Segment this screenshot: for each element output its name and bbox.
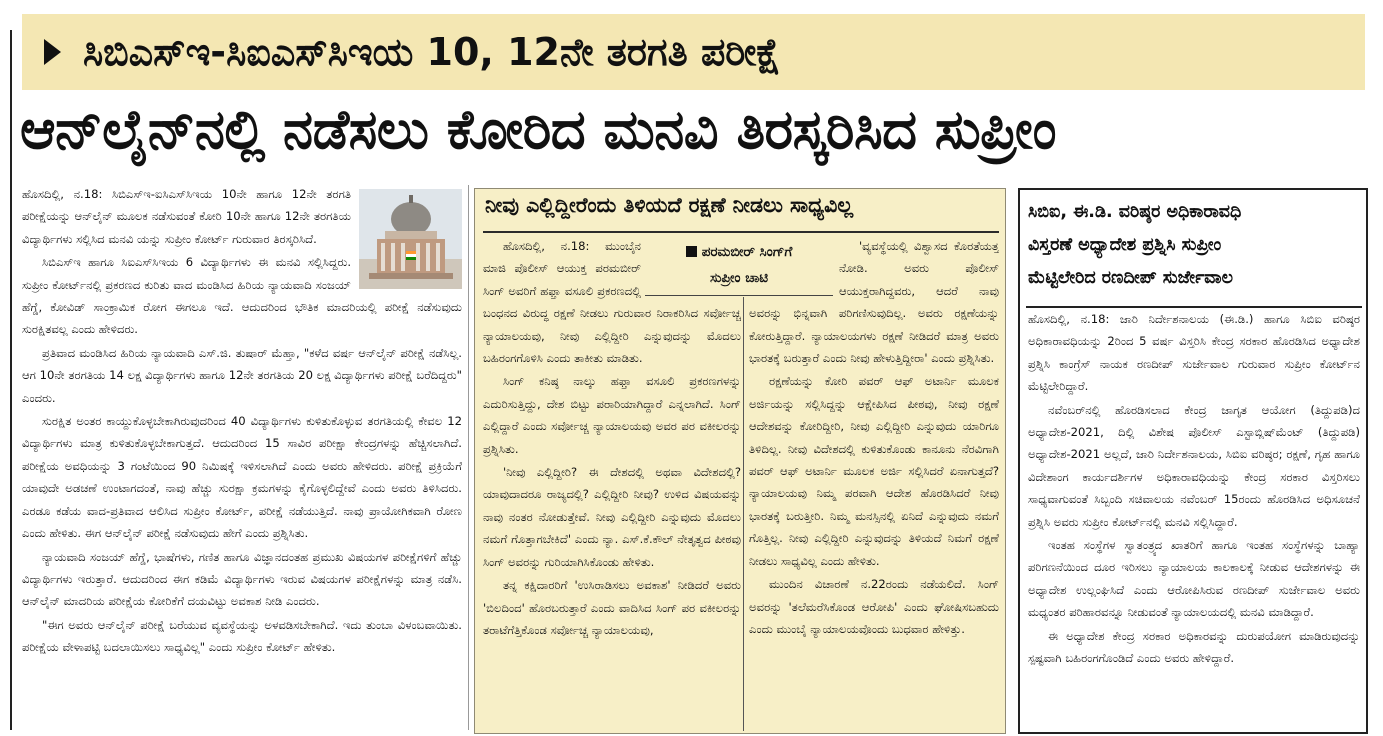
right-story-body (1028, 308, 1360, 732)
right-paragraph: ಈ ಅಧ್ಯಾದೇಶ ಕೇಂದ್ರ ಸರಕಾರ ಅಧಿಕಾರವನ್ನು ದುರುಪಯೋಗ ಮಾಡಿರುವುದನ್ನು ಸ್ಪಷ್ಟವಾಗಿ ಬಹಿರಂಗಗೊಂಡಿದೆ ಎಂದು ಅವರು ಹೇಳಿದ್ದಾರೆ. (1028, 628, 1360, 666)
middle-story-column-2 (749, 235, 999, 731)
middle-story-title: ನೀವು ಎಲ್ಲಿದ್ದೀರೆಂದು ತಿಳಿಯದೆ ರಕ್ಷಣೆ ನೀಡಲು ಸಾಧ್ಯವಿಲ್ಲ (485, 193, 854, 217)
right-paragraph: ಹೊಸದಿಲ್ಲಿ, ನ.18: ಜಾರಿ ನಿರ್ದೇಶನಾಲಯ (ಈ.ಡಿ.) ಹಾಗೂ ಸಿಬಿಐ ವರಿಷ್ಠರ ಅಧಿಕಾರಾವಧಿಯನ್ನು 2ರಿಂದ 5 ವರ್ಷ ವಿಸ್ತರಿಸಿ ಕೇಂದ್ರ ಸರಕಾರ ಹೊರಡಿಸಿದ ಅಧ್ಯಾದೇಶ ಪ್ರಶ್ನಿಸಿ ಕಾಂಗ್ರೆಸ್ ನಾಯಕ ರಣದೀಪ್ ಸುರ್ಜೇವಾಲ ಗುರುವಾರ ಸುಪ್ರೀಂ ಕೋರ್ಟ್‌ನ ಮೆಟ್ಟಿಲೇರಿದ್ದಾರೆ. (1028, 312, 1360, 394)
insert-line-1: ಪರಮಬೀರ್ ಸಿಂಗ್‌ಗೆ (645, 239, 833, 265)
middle-story-box (474, 188, 1006, 734)
right-paragraph: ನವೆಂಬರ್‌ನಲ್ಲಿ ಹೊರಡಿಸಲಾದ ಕೇಂದ್ರ ಜಾಗೃತ ಆಯೋಗ (ತಿದ್ದುಪಡಿ)ದ ಅಧ್ಯಾದೇಶ-2021, ದಿಲ್ಲಿ ವಿಶೇಷ ಪೊಲೀಸ್ ಎಸ್ಟಾಬ್ಲಿಷ್‌ಮೆಂಟ್ (ತಿದ್ದುಪಡಿ) ಅಧ್ಯಾದೇಶ-2021 ಅಲ್ಲದೆ, ಜಾರಿ ನಿರ್ದೇಶನಾಲಯ, ಸಿಬಿಐ ವರಿಷ್ಠರ; ರಕ್ಷಣೆ, ಗೃಹ ಹಾಗೂ ವಿದೇಶಾಂಗ ಕಾರ್ಯದರ್ಶಿಗಳ ಅಧಿಕಾರಾವಧಿಯನ್ನು ಕೇಂದ್ರ ಸರಕಾರ ವಿಸ್ತರಿಸಲು ಸಾಧ್ಯವಾಗುವಂತೆ ಸಿಬ್ಬಂದಿ ಸಚಿವಾಲಯ ನವೆಂಬರ್ 15ರಂದು ಹೊರಡಿಸಿದ ಅಧಿಸೂಚನೆ ಪ್ರಶ್ನಿಸಿ ಅವರು ಸುಪ್ರೀಂ ಕೋರ್ಟ್‌ನಲ್ಲಿ ಮನವಿ ಸಲ್ಲಿಸಿದ್ದಾರೆ. (1028, 402, 1360, 529)
middle-paragraph: ಸಿಂಗ್ ಕನಿಷ್ಠ ನಾಲ್ಕು ಹಫ್ತಾ ವಸೂಲಿ ಪ್ರಕರಣಗಳನ್ನು ಎದುರಿಸುತ್ತಿದ್ದು, ದೇಶ ಬಿಟ್ಟು ಪರಾರಿಯಾಗಿದ್ದಾರೆ ಎನ್ನಲಾಗಿದೆ. ಸಿಂಗ್ ಎಲ್ಲಿದ್ದಾರೆ ಎಂದು ಸರ್ವೋಚ್ಚ ನ್ಯಾಯಾಲಯವು ಅವರ ಪರ ವಕೀಲರನ್ನು ಪ್ರಶ್ನಿಸಿತು. (483, 374, 741, 456)
insert-line-2: ಸುಪ್ರೀಂ ಚಾಟಿ (709, 270, 769, 286)
middle-paragraph: ಹೊಸದಿಲ್ಲಿ, ನ.18: ಮುಂಬೈನ ಮಾಜಿ ಪೊಲೀಸ್ ಆಯುಕ್ತ ಪರಮಬೀರ್ ಸಿಂಗ್ ಅವರಿಗೆ ಹಫ್ತಾ ವಸೂಲಿ ಪ್ರಕರಣದಲ್ಲಿ ಬಂಧನದ ವಿರುದ್ಧ ರಕ್ಷಣೆ ನೀಡಲು ಗುರುವಾರ ನಿರಾಕರಿಸಿದ ಸರ್ವೋಚ್ಚ ನ್ಯಾಯಾಲಯವು, ನೀವು ಎಲ್ಲಿದ್ದೀರಿ ಎನ್ನುವುದನ್ನು ಮೊದಲು ಬಹಿರಂಗಗೊಳಿಸಿ ಎಂದು ತಾಕೀತು ಮಾಡಿತು. (483, 239, 741, 366)
right-story-title (1028, 196, 1362, 295)
middle-column-divider (743, 297, 744, 731)
supreme-court-building-icon (359, 189, 462, 289)
main-headline: ಆನ್‌ಲೈನ್‌ನಲ್ಲಿ ನಡೆಸಲು ಕೋರಿದ ಮನವಿ ತಿರಸ್ಕರಿಸಿದ ಸುಪ್ರೀಂ (20, 98, 1057, 161)
lead-paragraph: ನ್ಯಾಯವಾದಿ ಸಂಜಯ್ ಹೆಗ್ಡೆ, ಭಾಷೆಗಳು, ಗಣಿತ ಹಾಗೂ ವಿಜ್ಞಾನದಂತಹ ಪ್ರಮುಖ ವಿಷಯಗಳ ಪರೀಕ್ಷೆಗಳಿಗೆ ಹೆಚ್ಚು ವಿದ್ಯಾರ್ಥಿಗಳು ಇರುತ್ತಾರೆ. ಆದುದರಿಂದ ಈಗ ಕಡಿಮೆ ವಿದ್ಯಾರ್ಥಿಗಳು ಇರುವ ವಿಷಯಗಳ ಪರೀಕ್ಷೆಗಳನ್ನು ಮಾತ್ರ ನಡೆಸಿ. ಆನ್‌ಲೈನ್ ಮಾದರಿಯ ಪರೀಕ್ಷೆಯ ಕೋರಿಕೆಗೆ ದಯವಿಟ್ಟು ಅವಕಾಶ ನೀಡಿ ಎಂದರು. (22, 549, 462, 609)
lead-paragraph: ಪ್ರತಿವಾದ ಮಂಡಿಸಿದ ಹಿರಿಯ ನ್ಯಾಯವಾದಿ ಎಸ್.ಜಿ. ತುಷಾರ್ ಮೆಹ್ತಾ, "ಕಳೆದ ವರ್ಷ ಆನ್‌ಲೈನ್ ಪರೀಕ್ಷೆ ನಡೆಸಿಲ್ಲ. ಆಗ 10ನೇ ತರಗತಿಯ 14 ಲಕ್ಷ ವಿದ್ಯಾರ್ಥಿಗಳು ಹಾಗೂ 12ನೇ ತರಗತಿಯ 20 ಲಕ್ಷ ವಿದ್ಯಾರ್ಥಿಗಳು ಪರೀಕ್ಷೆ ಬರೆದಿದ್ದರು" ಎಂದರು. (22, 345, 462, 405)
column-divider (468, 185, 469, 730)
right-title-line: ವಿಸ್ತರಣೆ ಅಧ್ಯಾದೇಶ ಪ್ರಶ್ನಿಸಿ ಸುಪ್ರೀಂ (1028, 235, 1222, 255)
supreme-court-photo (359, 189, 462, 289)
lead-paragraph: ಸಿಬಿಎಸ್‌ಇ ಹಾಗೂ ಸಿಐಎಸ್‌ಸಿಇಯ 6 ವಿದ್ಯಾರ್ಥಿಗಳು ಈ ಮನವಿ ಸಲ್ಲಿಸಿದ್ದರು. ಸುಪ್ರೀಂ ಕೋರ್ಟ್‌ನಲ್ಲಿ ಪ್ರಕರಣದ ಕುರಿತು ವಾದ ಮಂಡಿಸಿದ ಹಿರಿಯ ನ್ಯಾಯವಾದಿ ಸಂಜಯ್ ಹೆಗ್ಡೆ, ಕೋವಿಡ್ ಸಾಂಕ್ರಾಮಿಕ ರೋಗ ಈಗಲೂ ಇದೆ. ಆದುದರಿಂದ ಭೌತಿಕ ಮಾದರಿಯಲ್ಲಿ ಪರೀಕ್ಷೆ ನಡೆಸುವುದು ಸುರಕ್ಷಿತವಲ್ಲ ಎಂದು ಹೇಳಿದರು. (22, 255, 462, 337)
page-left-rule (10, 30, 12, 730)
right-title-line: ಮೆಟ್ಟಿಲೇರಿದ ರಣದೀಪ್ ಸುರ್ಜೇವಾಲ (1028, 268, 1233, 288)
right-title-line: ಸಿಬಿಐ, ಈ.ಡಿ. ವರಿಷ್ಠರ ಅಧಿಕಾರಾವಧಿ (1028, 202, 1242, 222)
lead-story-column (22, 183, 462, 731)
lead-paragraph: ಸುರಕ್ಷಿತ ಅಂತರ ಕಾಯ್ದುಕೊಳ್ಳಬೇಕಾಗಿರುವುದರಿಂದ 40 ವಿದ್ಯಾರ್ಥಿಗಳು ಕುಳಿತುಕೊಳ್ಳುವ ತರಗತಿಯಲ್ಲಿ ಕೇವಲ 12 ವಿದ್ಯಾರ್ಥಿಗಳು ಮಾತ್ರ ಕುಳಿತುಕೊಳ್ಳಬೇಕಾಗುತ್ತದೆ. ಆದುದರಿಂದ 15 ಸಾವಿರ ಪರೀಕ್ಷಾ ಕೇಂದ್ರಗಳನ್ನು ಹೆಚ್ಚಿಸಲಾಗಿದೆ. ಪರೀಕ್ಷೆಯ ಅವಧಿಯನ್ನು 3 ಗಂಟೆಯಿಂದ 90 ನಿಮಿಷಕ್ಕೆ ಇಳಿಸಲಾಗಿದೆ ಎಂದು ಅವರು ಹೇಳಿದರು. ಪರೀಕ್ಷೆ ಪ್ರಕ್ರಿಯೆಗೆ ಯಾವುದೇ ಅಡಚಣೆ ಉಂಟಾಗದಂತೆ, ನಾವು ಹೆಚ್ಚು ಸುರಕ್ಷಾ ಕ್ರಮಗಳನ್ನು ಕೈಗೊಳ್ಳಲಿದ್ದೇವೆ ಎಂದು ಅವರು ತಿಳಿಸಿದರು. ಎರಡೂ ಕಡೆಯ ವಾದ-ಪ್ರತಿವಾದ ಆಲಿಸಿದ ಸುಪ್ರೀಂ ಕೋರ್ಟ್, ಪರೀಕ್ಷೆ ನಡೆಯುತ್ತಿದೆ. ನಾವು ಪ್ರಾಯೋಗಿಕವಾಗಿ ರೋಣ ಎಂದು ಹೇಳಿತು. ಈಗ ಆನ್‌ಲೈನ್ ಪರೀಕ್ಷೆ ನಡೆಸುವುದು ಹೇಗೆ ಎಂದು ಪ್ರಶ್ನಿಸಿತು. (22, 414, 462, 541)
black-square-icon (686, 246, 697, 257)
kicker-banner (22, 14, 1365, 90)
lead-paragraph: "ಈಗ ಅವರು ಆನ್‌ಲೈನ್ ಪರೀಕ್ಷೆ ಬರೆಯುವ ವ್ಯವಸ್ಥೆಯನ್ನು ಅಳವಡಿಸಬೇಕಾಗಿದೆ. ಇದು ತುಂಬಾ ವಿಳಂಬವಾಯಿತು. ಪರೀಕ್ಷೆಯ ವೇಳಾಪಟ್ಟಿ ಬದಲಾಯಿಸಲು ಸಾಧ್ಯವಿಲ್ಲ" ಎಂದು ಸುಪ್ರೀಂ ಕೋರ್ಟ್ ಹೇಳಿತು. (22, 617, 462, 655)
title-rule (483, 231, 999, 233)
middle-paragraph: ಮುಂದಿನ ವಿಚಾರಣೆ ನ.22ರಂದು ನಡೆಯಲಿದೆ. ಸಿಂಗ್ ಅವರನ್ನು 'ತಲೆಮರೆಸಿಕೊಂಡ ಆರೋಪಿ' ಎಂದು ಘೋಷಿಸಬಹುದು ಎಂದು ಮುಂಬೈ ನ್ಯಾಯಾಲಯವೊಂದು ಬುಧವಾರ ಹೇಳಿತ್ತು. (749, 577, 999, 636)
kicker-text: ಸಿಬಿಎಸ್‌ಇ-ಸಿಐಎಸ್‌ಸಿಇಯ 10, 12ನೇ ತರಗತಿ ಪರೀಕ್ಷೆ (83, 29, 781, 74)
middle-story-column-1 (483, 235, 741, 731)
subhead-insert (645, 239, 833, 296)
middle-paragraph: 'ವ್ಯವಸ್ಥೆಯಲ್ಲಿ ವಿಶ್ವಾಸದ ಕೊರತೆಯತ್ತ ನೋಡಿ. ಅವರು ಪೊಲೀಸ್ ಆಯುಕ್ತರಾಗಿದ್ದವರು, ಆದರೆ ನಾವು ಅವರನ್ನು ಭಿನ್ನವಾಗಿ ಪರಿಗಣಿಸುವುದಿಲ್ಲ. ಅವರು ರಕ್ಷಣೆಯನ್ನು ಕೋರುತ್ತಿದ್ದಾರೆ. ನ್ಯಾಯಾಲಯಗಳು ರಕ್ಷಣೆ ನೀಡಿದರೆ ಮಾತ್ರ ಅವರು ಭಾರತಕ್ಕೆ ಬರುತ್ತಾರೆ ಎಂದು ನೀವು ಹೇಳುತ್ತಿದ್ದೀರಾ' ಎಂದು ಪ್ರಶ್ನಿಸಿತು. (749, 239, 999, 366)
middle-paragraph: 'ನೀವು ಎಲ್ಲಿದ್ದೀರಿ? ಈ ದೇಶದಲ್ಲಿ ಅಥವಾ ವಿದೇಶದಲ್ಲಿ? ಯಾವುದಾದರೂ ರಾಜ್ಯದಲ್ಲಿ? ಎಲ್ಲಿದ್ದೀರಿ ನೀವು? ಉಳಿದ ವಿಷಯವನ್ನು ನಾವು ನಂತರ ನೋಡುತ್ತೇವೆ. ನೀವು ಎಲ್ಲಿದ್ದೀರಿ ಎನ್ನುವುದು ಮೊದಲು ನಮಗೆ ಗೊತ್ತಾಗಬೇಕಿದೆ' ಎಂದು ನ್ಯಾ. ಎಸ್.ಕೆ.ಕೌಲ್ ನೇತೃತ್ವದ ಪೀಠವು ಸಿಂಗ್ ಅವರನ್ನು ಗುರಿಯಾಗಿಸಿಕೊಂಡು ಹೇಳಿತು. (483, 465, 741, 569)
middle-paragraph: ರಕ್ಷಣೆಯನ್ನು ಕೋರಿ ಪವರ್ ಆಫ್ ಅಟಾರ್ನಿ ಮೂಲಕ ಅರ್ಜಿಯನ್ನು ಸಲ್ಲಿಸಿದ್ದನ್ನು ಆಕ್ಷೇಪಿಸಿದ ಪೀಠವು, ನೀವು ರಕ್ಷಣೆ ಆದೇಶವನ್ನು ಕೋರಿದ್ದೀರಿ, ನೀವು ಎಲ್ಲಿದ್ದೀರಿ ಎನ್ನುವುದು ಯಾರಿಗೂ ತಿಳಿದಿಲ್ಲ. ನೀವು ವಿದೇಶದಲ್ಲಿ ಕುಳಿತುಕೊಂಡು ಕಾನೂನು ನೆರವಿಗಾಗಿ ಪವರ್ ಆಫ್ ಅಟಾರ್ನಿ ಮೂಲಕ ಅರ್ಜಿ ಸಲ್ಲಿಸಿದರೆ ಏನಾಗುತ್ತದೆ? ನ್ಯಾಯಾಲಯವು ನಿಮ್ಮ ಪರವಾಗಿ ಆದೇಶ ಹೊರಡಿಸಿದರೆ ನೀವು ಭಾರತಕ್ಕೆ ಬರುತ್ತೀರಿ. ನಿಮ್ಮ ಮನಸ್ಸಿನಲ್ಲಿ ಏನಿದೆ ಎನ್ನುವುದು ನಮಗೆ ಗೊತ್ತಿಲ್ಲ. ನೀವು ಎಲ್ಲಿದ್ದೀರಿ ಎನ್ನುವುದನ್ನು ತಿಳಿಯದೆ ನಿಮಗೆ ರಕ್ಷಣೆ ನೀಡಲು ಸಾಧ್ಯವಿಲ್ಲ ಎಂದು ಹೇಳಿತು. (749, 374, 999, 568)
middle-paragraph: ತನ್ನ ಕಕ್ಷಿದಾರರಿಗೆ 'ಉಸಿರಾಡಿಸಲು ಅವಕಾಶ' ನೀಡಿದರೆ ಅವರು 'ಬಿಲದಿಂದ' ಹೊರಬರುತ್ತಾರೆ ಎಂದು ವಾದಿಸಿದ ಸಿಂಗ್ ಪರ ವಕೀಲರನ್ನು ತರಾಟೆಗೆತ್ತಿಕೊಂಡ ಸರ್ವೋಚ್ಚ ನ್ಯಾಯಾಲಯವು, (483, 578, 741, 637)
right-story-box (1018, 188, 1368, 734)
right-paragraph: ಇಂತಹ ಸಂಸ್ಥೆಗಳ ಸ್ವಾತಂತ್ರ್ಯದ ಖಾತರಿಗೆ ಹಾಗೂ ಇಂತಹ ಸಂಸ್ಥೆಗಳನ್ನು ಬಾಹ್ಯಾ ಪರಿಗಣನೆಯಿಂದ ದೂರ ಇರಿಸಲು ನ್ಯಾಯಾಲಯ ಕಾಲಕಾಲಕ್ಕೆ ನೀಡುವ ಆದೇಶಗಳನ್ನು ಈ ಅಧ್ಯಾದೇಶ ಉಲ್ಲಂಘಿಸಿದೆ ಎಂದು ಆರೋಪಿಸಿರುವ ರಣದೀಪ್ ಸುರ್ಜೇವಾಲ ಅವರು ಮಧ್ಯಂತರ ಪರಿಹಾರವನ್ನೂ ನೀಡುವಂತೆ ನ್ಯಾಯಾಲಯದಲ್ಲಿ ಮನವಿ ಮಾಡಿದ್ದಾರೆ. (1028, 538, 1360, 620)
lead-paragraph: ಹೊಸದಿಲ್ಲಿ, ನ.18: ಸಿಬಿಎಸ್‌ಇ-ಐಸಿಎಸ್‌ಸಿಇಯ 10ನೇ ಹಾಗೂ 12ನೇ ತರಗತಿ ಪರೀಕ್ಷೆಯನ್ನು ಆನ್‌ಲೈನ್ ಮೂಲಕ ನಡೆಸುವಂತೆ ಕೋರಿ 10ನೇ ಹಾಗೂ 12ನೇ ತರಗತಿಯ ವಿದ್ಯಾರ್ಥಿಗಳು ಸಲ್ಲಿಸಿದ ಮನವಿ ಯನ್ನು ಸುಪ್ರೀಂ ಕೋರ್ಟ್ ಗುರುವಾರ ತಿರಸ್ಕರಿಸಿದೆ. (22, 187, 351, 246)
play-triangle-icon (44, 39, 61, 65)
